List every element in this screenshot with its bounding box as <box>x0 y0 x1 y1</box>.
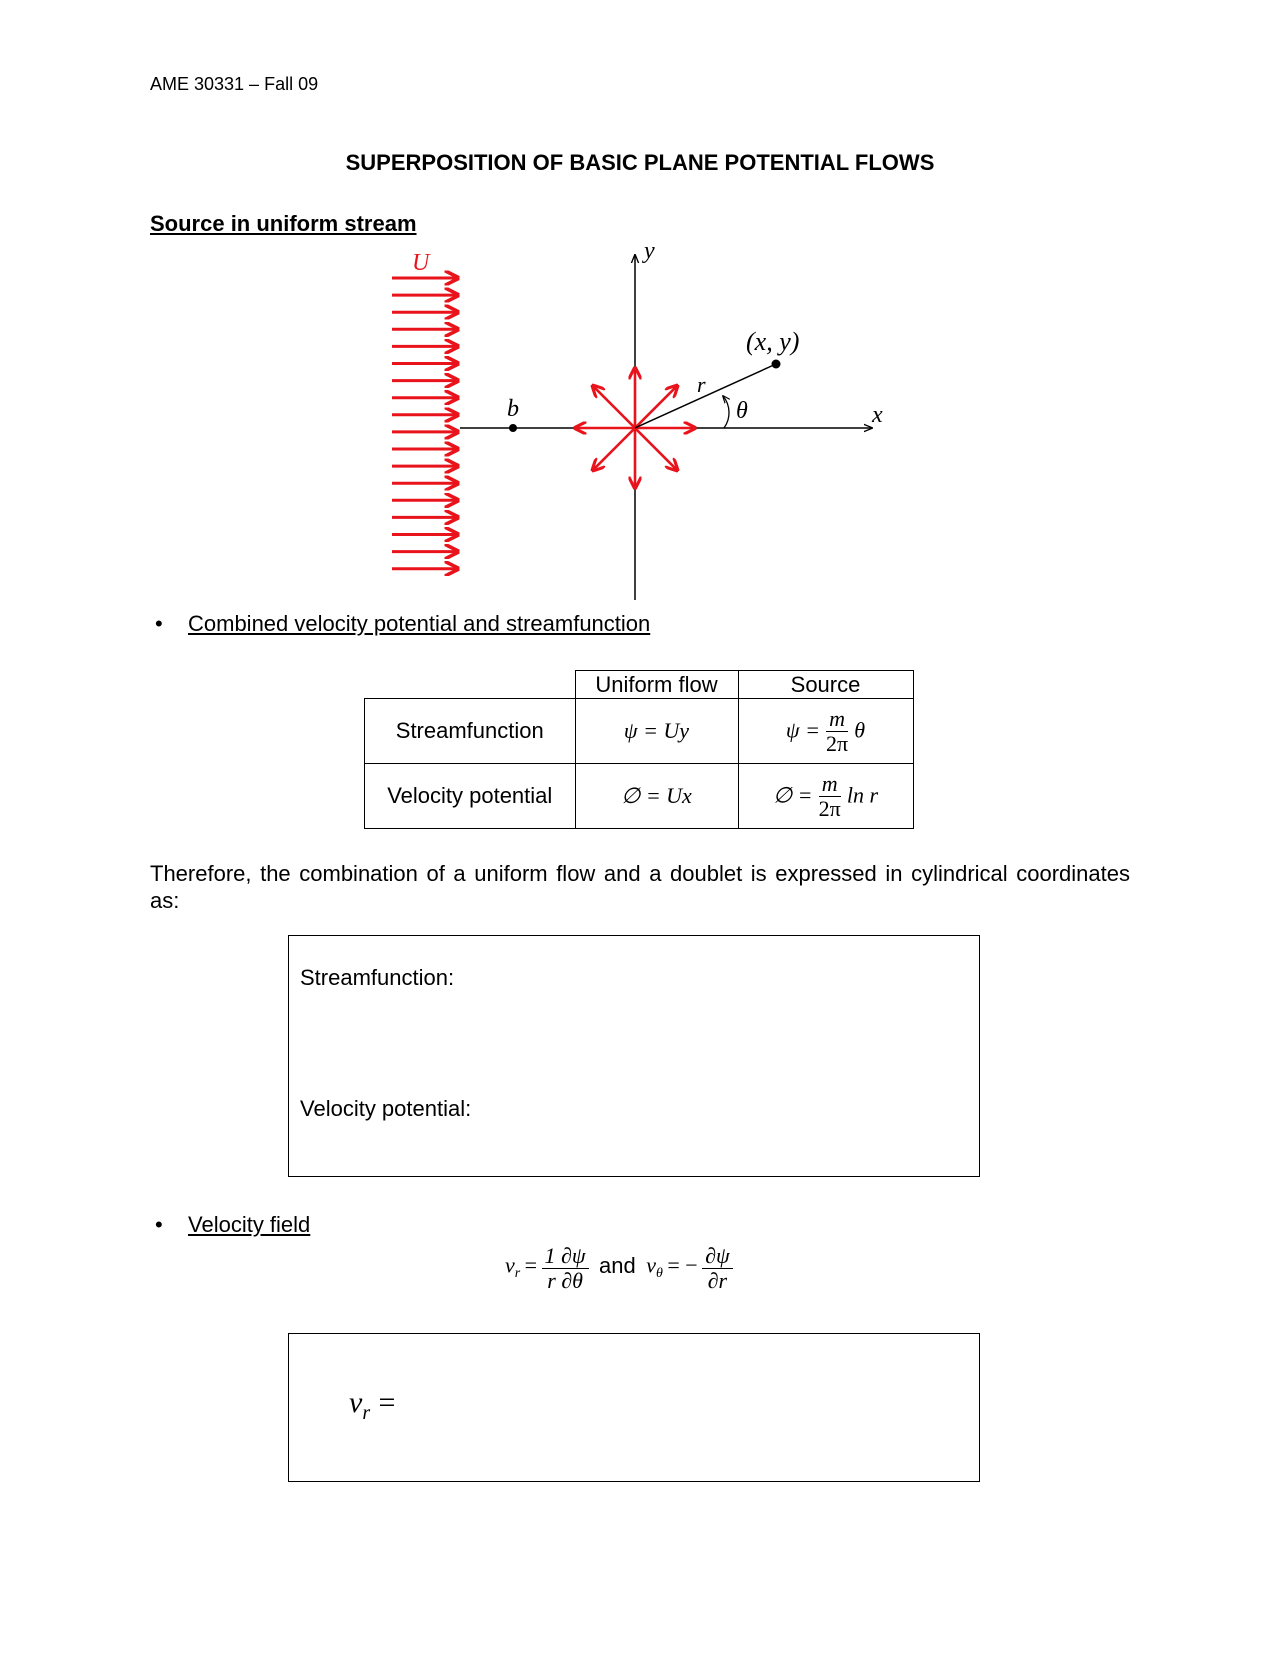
col-header-uniform: Uniform flow <box>575 671 738 699</box>
row-label: Streamfunction <box>365 699 576 764</box>
point-xy-label: (x, y) <box>746 327 800 356</box>
point-xy <box>772 360 781 369</box>
y-axis-label: y <box>644 238 655 264</box>
b-label: b <box>507 396 519 422</box>
section-heading: Source in uniform stream <box>150 211 417 236</box>
potential-table <box>364 670 914 829</box>
source-uniform-stream-diagram <box>0 0 1280 620</box>
streamfunction-label: Streamfunction: <box>300 965 455 990</box>
answer-box-vr[interactable] <box>288 1333 980 1482</box>
fraction-m-2pi: $\frac{m}{2\pi}$ <box>826 705 849 756</box>
x-axis-label: x <box>872 402 883 428</box>
fraction-vtheta: $\frac{\partial\psi}{\partial r}$ <box>702 1244 733 1293</box>
source-arrow <box>593 428 635 470</box>
bullet-velocity-field <box>155 1212 311 1238</box>
bullet-combined <box>155 611 651 637</box>
fraction-vr: $\frac{1 \partial\psi}{r \partial\theta}$ <box>542 1244 589 1293</box>
uniform-stream-arrows <box>392 278 458 569</box>
bullet-velocity-field-label: Velocity field <box>188 1212 311 1237</box>
fraction-m-2pi: $\frac{m}{2\pi}$ <box>818 770 841 821</box>
source-arrow <box>635 386 677 428</box>
source-velocity-potential: ∅ = $\frac{m}{2\pi}$ ln r <box>738 764 913 829</box>
point-b <box>509 424 517 432</box>
table-row <box>365 764 914 829</box>
table-row <box>365 699 914 764</box>
uniform-velocity-potential: ∅ = Ux <box>575 764 738 829</box>
and-text: and <box>599 1252 636 1278</box>
bullet-dot: • <box>155 1212 163 1237</box>
velocity-potential-label: Velocity potential: <box>300 1096 472 1121</box>
page-header: AME 30331 – Fall 09 <box>150 74 319 94</box>
theta-label: θ <box>736 398 748 424</box>
velocity-formula: $v_r$ = $\frac{1 \partial\psi}{r \partial\theta}$ and $v_\theta$ = − $\frac{\partial\psi}{\partial r}$ <box>505 1244 733 1304</box>
U-label: U <box>412 250 430 276</box>
col-header-source: Source <box>738 671 913 699</box>
answer-box-potentials[interactable] <box>288 935 980 1177</box>
theta-arc <box>723 396 729 428</box>
bullet-dot: • <box>155 611 163 636</box>
source-arrow <box>635 428 677 470</box>
bullet-combined-label: Combined velocity potential and streamfunction <box>188 611 651 636</box>
page-title: SUPERPOSITION OF BASIC PLANE POTENTIAL FLOWS <box>345 150 935 175</box>
r-label: r <box>697 372 706 397</box>
paragraph: Therefore, the combination of a uniform flow and a doublet is expressed in cylindrical coordinates as: <box>150 861 1130 913</box>
source-streamfunction: ψ = $\frac{m}{2\pi}$ θ <box>738 699 913 764</box>
row-label: Velocity potential <box>365 764 576 829</box>
uniform-streamfunction: ψ = Uy <box>575 699 738 764</box>
vr-label: $v_r$ = <box>349 1386 396 1424</box>
source-arrow <box>593 386 635 428</box>
